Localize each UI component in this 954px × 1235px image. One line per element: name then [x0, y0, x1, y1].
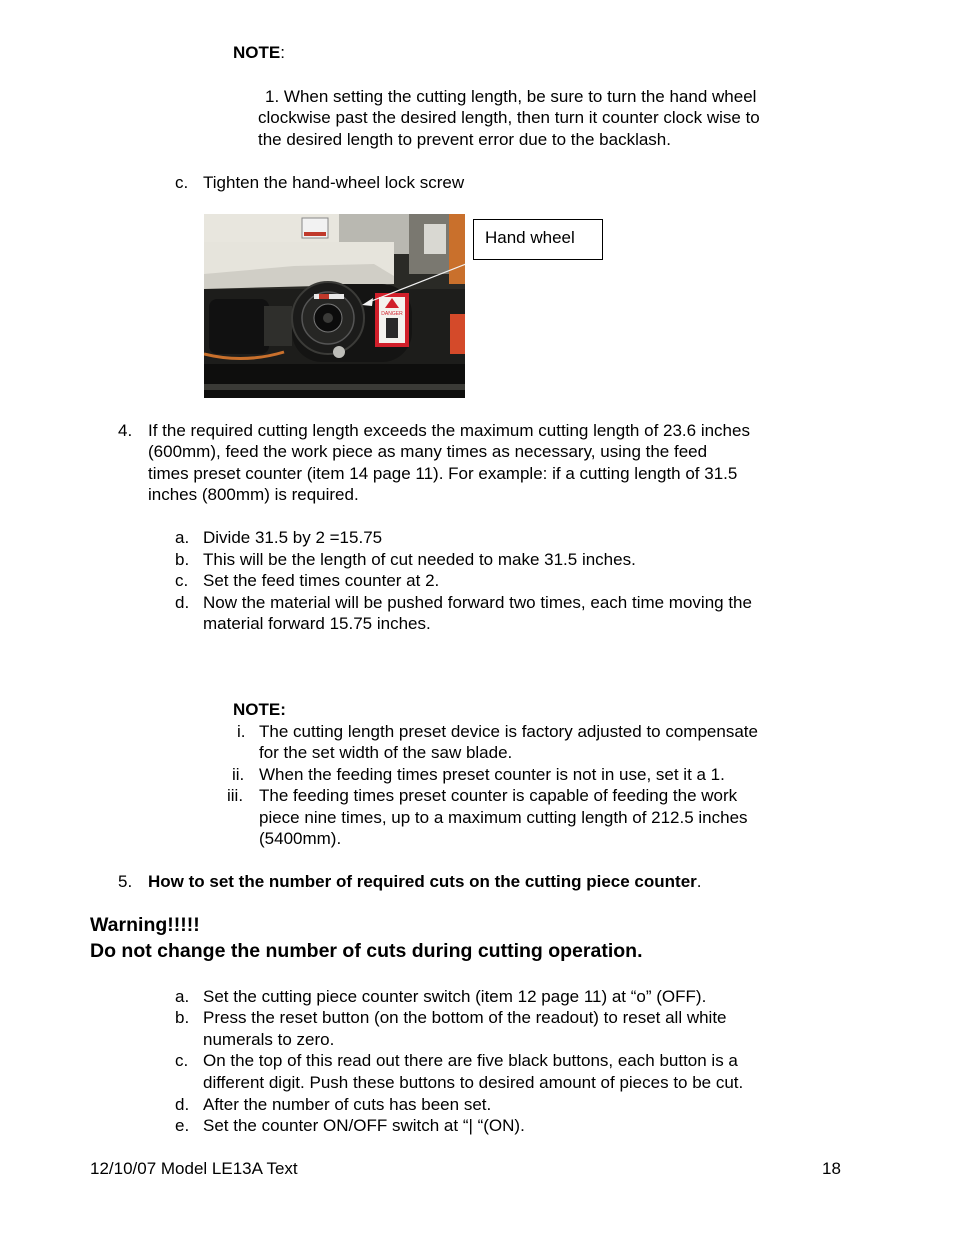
- page-number: 18: [822, 1159, 841, 1178]
- callout-label: Hand wheel: [485, 228, 575, 247]
- list-marker: ii.: [232, 765, 245, 784]
- list-marker: a.: [175, 987, 190, 1006]
- danger-label-text: DANGER: [381, 311, 403, 317]
- list-marker: c.: [175, 571, 189, 590]
- list-item: After the number of cuts has been set.: [203, 1095, 492, 1114]
- list-item: different digit. Push these buttons to desired amount of pieces to be cut.: [203, 1073, 744, 1092]
- paragraph-line: If the required cutting length exceeds the maximum cutting length of 23.6 inches: [148, 421, 750, 440]
- note-line: the desired length to prevent error due to the backlash.: [258, 130, 671, 149]
- note-heading: NOTE:: [233, 43, 285, 62]
- list-marker: i.: [237, 722, 246, 741]
- list-marker: a.: [175, 528, 190, 547]
- warning-text: Do not change the number of cuts during cutting operation.: [90, 940, 643, 962]
- list-item: numerals to zero.: [203, 1030, 335, 1049]
- hand-wheel-photo: [204, 214, 465, 398]
- list-item: Set the cutting piece counter switch (item 12 page 11) at “o” (OFF).: [203, 987, 707, 1006]
- paragraph-line: (600mm), feed the work piece as many times as necessary, using the feed: [148, 442, 708, 461]
- list-item: for the set width of the saw blade.: [259, 743, 513, 762]
- list-marker: d.: [175, 593, 190, 612]
- list-marker: b.: [175, 550, 190, 569]
- hand-wheel-callout: [473, 219, 603, 260]
- list-marker: 5.: [118, 872, 133, 891]
- paragraph-line: times preset counter (item 14 page 11). For example: if a cutting length of 31.5: [148, 464, 738, 483]
- list-marker: 4.: [118, 421, 133, 440]
- list-item: Set the feed times counter at 2.: [203, 571, 440, 590]
- note-line: clockwise past the desired length, then turn it counter clock wise to: [258, 108, 760, 127]
- paragraph-line: inches (800mm) is required.: [148, 485, 359, 504]
- list-item: material forward 15.75 inches.: [203, 614, 431, 633]
- section-heading: How to set the number of required cuts on the cutting piece counter.: [148, 872, 702, 891]
- list-marker: c.: [175, 1051, 189, 1070]
- list-item: When the feeding times preset counter is not in use, set it a 1.: [259, 765, 725, 784]
- list-item: Press the reset button (on the bottom of the readout) to reset all white: [203, 1008, 727, 1027]
- list-marker: e.: [175, 1116, 190, 1135]
- list-marker: b.: [175, 1008, 190, 1027]
- note-line: 1. When setting the cutting length, be sure to turn the hand wheel: [265, 87, 757, 106]
- list-item: Now the material will be pushed forward two times, each time moving the: [203, 593, 752, 612]
- list-item: Set the counter ON/OFF switch at “| “(ON).: [203, 1116, 525, 1135]
- note-heading: NOTE:: [233, 700, 286, 719]
- footer-text: 12/10/07 Model LE13A Text: [90, 1159, 298, 1178]
- list-marker: c.: [175, 173, 189, 192]
- list-item: On the top of this read out there are five black buttons, each button is a: [203, 1051, 738, 1070]
- warning-title: Warning!!!!!: [90, 914, 200, 936]
- list-item: Tighten the hand-wheel lock screw: [203, 173, 465, 192]
- list-item: This will be the length of cut needed to make 31.5 inches.: [203, 550, 636, 569]
- list-item: The feeding times preset counter is capable of feeding the work: [259, 786, 738, 805]
- list-item: Divide 31.5 by 2 =15.75: [203, 528, 383, 547]
- list-item: (5400mm).: [259, 829, 342, 848]
- list-marker: iii.: [227, 786, 244, 805]
- list-marker: d.: [175, 1095, 190, 1114]
- list-item: piece nine times, up to a maximum cutting length of 212.5 inches: [259, 808, 748, 827]
- list-item: The cutting length preset device is factory adjusted to compensate: [259, 722, 758, 741]
